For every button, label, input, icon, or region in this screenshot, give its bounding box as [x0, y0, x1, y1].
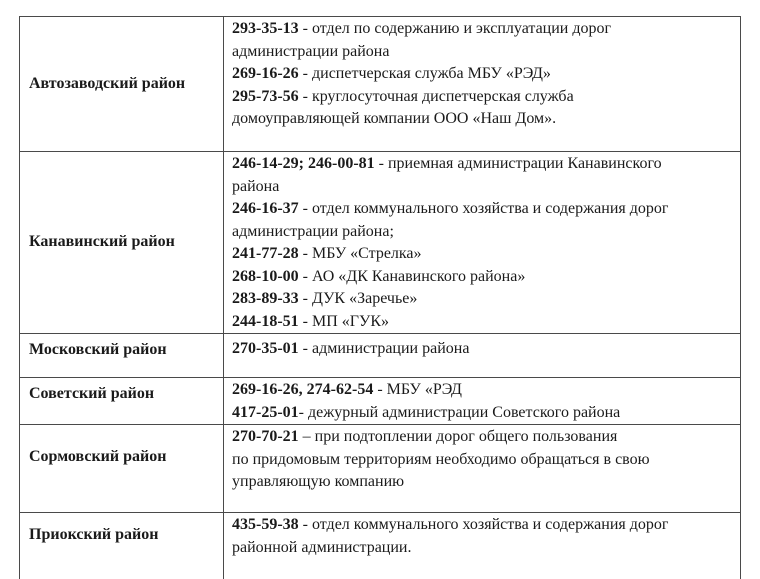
- phone-line: 269-16-26, 274-62-54 - МБУ «РЭД: [232, 381, 462, 398]
- phone-line: 417-25-01- дежурный администрации Советского района: [232, 403, 621, 421]
- phone-list: [224, 152, 741, 334]
- phone-line: администрации района: [232, 42, 390, 60]
- district-name: Сормовский район: [20, 425, 224, 513]
- phone-line: 246-16-37 - отдел коммунального хозяйства и содержания дорог: [232, 200, 669, 217]
- phone-list: [224, 513, 741, 579]
- phone-line: домоуправляющей компании ООО «Наш Дом».: [232, 110, 557, 127]
- district-phone-table: [19, 16, 741, 579]
- district-name: Московский район: [20, 334, 224, 378]
- table-row: [20, 513, 741, 579]
- phone-line: 283-89-33 - ДУК «Заречье»: [232, 290, 418, 307]
- phone-list: [224, 334, 741, 378]
- phone-line: 268-10-00 - АО «ДК Канавинского района»: [232, 267, 526, 285]
- district-name: Канавинский район: [20, 152, 224, 334]
- district-name: Советский район: [20, 378, 224, 425]
- table-row: [20, 378, 741, 425]
- phone-line: 241-77-28 - МБУ «Стрелка»: [232, 245, 422, 262]
- table-row: [20, 425, 741, 513]
- phone-line: 269-16-26 - диспетчерская служба МБУ «РЭД»: [232, 65, 551, 82]
- phone-line: 293-35-13 - отдел по содержанию и эксплуатации дорог: [232, 20, 612, 37]
- phone-line: 246-14-29; 246-00-81 - приемная администрации Канавинского: [232, 155, 662, 172]
- phone-line: района: [232, 177, 280, 195]
- table-row: [20, 152, 741, 334]
- phone-line: по придомовым территориям необходимо обращаться в свою: [232, 450, 650, 468]
- table-row: [20, 334, 741, 378]
- district-name: Приокский район: [20, 513, 224, 579]
- phone-line: 435-59-38 - отдел коммунального хозяйства и содержания дорог: [232, 516, 669, 533]
- phone-line: 270-70-21 – при подтоплении дорог общего пользования: [232, 428, 618, 445]
- phone-line: администрации района;: [232, 222, 394, 240]
- phone-list: [224, 378, 741, 425]
- phone-line: 295-73-56 - круглосуточная диспетчерская служба: [232, 87, 574, 105]
- district-name: Автозаводский район: [20, 17, 224, 152]
- table-row: [20, 17, 741, 152]
- phone-line: 270-35-01 - администрации района: [232, 340, 470, 357]
- phone-list: [224, 17, 741, 152]
- phone-line: 244-18-51 - МП «ГУК»: [232, 312, 390, 330]
- phone-list: [224, 425, 741, 513]
- phone-line: районной администрации.: [232, 538, 412, 556]
- phone-line: управляющую компанию: [232, 473, 405, 490]
